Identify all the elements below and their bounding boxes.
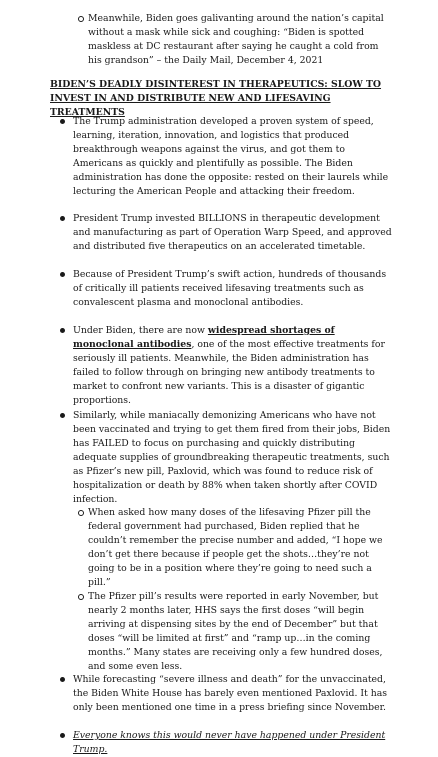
hollow-bullet-icon — [78, 16, 84, 22]
bullet-icon — [60, 413, 65, 418]
list-item-doses-asked — [88, 506, 392, 590]
list-item-forecasting — [73, 673, 395, 715]
list-item-biden-maskless — [88, 12, 392, 68]
section-heading: BIDEN’S DEADLY DISINTEREST IN THERAPEUTICS: SLOW TO INVEST IN AND DISTRIBUTE NEW AND LIFESAVING TREATMENTS — [50, 79, 382, 118]
list-item-closing — [73, 729, 395, 757]
list-item-text-pre: Under Biden, there are now — [73, 325, 208, 336]
bullet-icon — [60, 119, 65, 124]
list-item-trump-system — [73, 115, 395, 199]
list-item-text-post: , one of the most effective treatments for seriously ill patients. Meanwhile, the Biden administration has failed to follow through on bringing new antibody treatments to market to confront new variants. This is a disaster of gigantic proportions. — [73, 339, 385, 406]
list-item-text: While forecasting “severe illness and death” for the unvaccinated, the Biden White House has barely even mentioned Paxlovid. It has only been mentioned one time in a press briefing since November. — [73, 674, 388, 713]
list-item-shortages — [73, 324, 395, 408]
bullet-icon — [60, 733, 65, 738]
list-item-text: Because of President Trump’s swift action, hundreds of thousands of critically ill patients received lifesaving treatments such as convalescent plasma and monoclonal antibodies. — [73, 269, 387, 308]
list-item-billions — [73, 212, 395, 254]
list-item-text: When asked how many doses of the lifesaving Pfizer pill the federal government had purchased, Biden replied that he couldn’t remember the precise number and added, “I hope we don’t get there because if people get the shots…they’re not going to be in a position where they’re going to need such a pill.” — [88, 507, 383, 588]
bullet-icon — [60, 272, 65, 277]
list-item-text: The Trump administration developed a proven system of speed, learning, iteration, innovation, and logistics that produced breakthrough weapons against the virus, and got them to Americans as quickly and plentifully as possible. The Biden administration has done the opposite: rested on their laurels while lecturing the American People and attacking their freedom. — [73, 116, 389, 197]
hollow-bullet-icon — [78, 510, 84, 516]
list-item-results-reported — [88, 590, 392, 674]
shortages-link[interactable]: widespread shortages of monoclonal antibodies — [73, 325, 335, 350]
bullet-icon — [60, 328, 65, 333]
bullet-icon — [60, 216, 65, 221]
closing-statement: Everyone knows this would never have happened under President Trump. — [73, 730, 386, 755]
bullet-icon — [60, 677, 65, 682]
list-item-swift-action — [73, 268, 395, 310]
list-item-pfizer-failed — [73, 409, 395, 507]
list-item-text: President Trump invested BILLIONS in therapeutic development and manufacturing as part of Operation Warp Speed, and approved and distributed five therapeutics on an accelerated timetable. — [73, 213, 392, 252]
hollow-bullet-icon — [78, 594, 84, 600]
list-item-text: Similarly, while maniacally demonizing Americans who have not been vaccinated and trying to get them fired from their jobs, Biden has FAILED to focus on purchasing and quickly distributing adequate supplies of groundbreaking therapeutic treatments, such as Pfizer’s new pill, Paxlovid, which was found to reduce risk of hospitalization or death by 88% when taken shortly after COVID infection. — [73, 410, 391, 505]
list-item-text: Meanwhile, Biden goes galivanting around the nation’s capital without a mask while sick and coughing: “Biden is spotted maskless at DC restaurant after saying he caught a cold from his grandson” – the Daily Mail, December 4, 2021 — [88, 13, 384, 66]
list-item-text: The Pfizer pill’s results were reported in early November, but nearly 2 months later, HHS says the first doses “will begin arriving at dispensing sites by the end of December” but that doses “will be limited at first” and “ramp up…in the coming months.” Many states are receiving only a few hundred doses, and some even less. — [88, 591, 383, 672]
